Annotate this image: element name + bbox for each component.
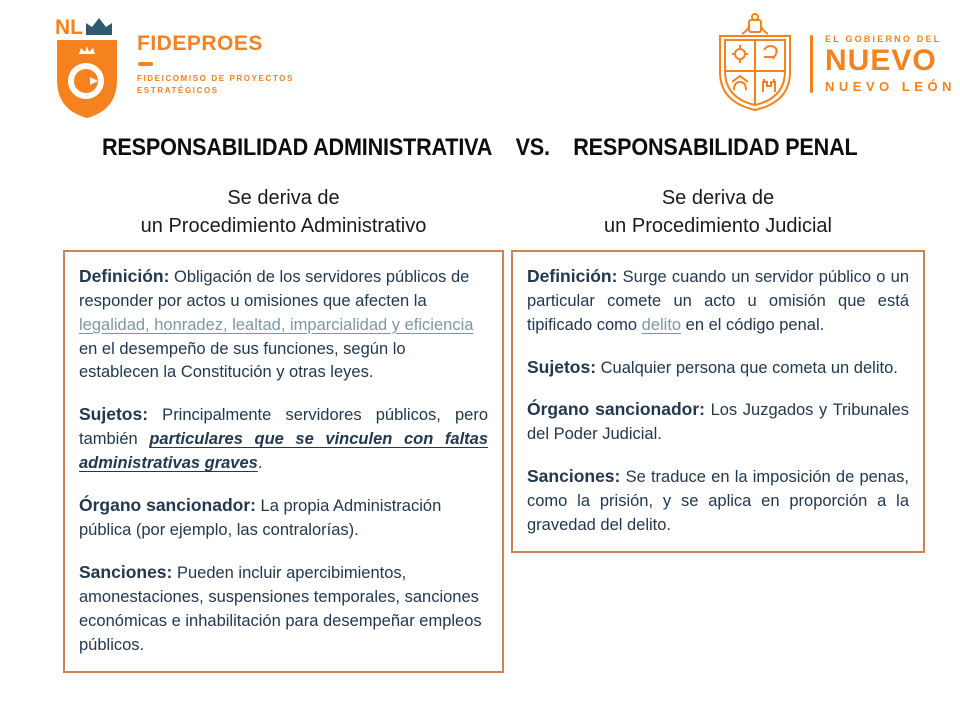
- definition-text-after: en el código penal.: [681, 315, 825, 334]
- definition-paragraph: [527, 264, 909, 338]
- crown-icon: [85, 18, 113, 35]
- right-subtitle: [511, 184, 925, 241]
- sanctions-text: Pueden incluir apercibimientos, amonestaciones, suspensiones temporales, sanciones económicas e inhabilitación para desempeñar empleos públicos.: [79, 564, 482, 654]
- sanctions-paragraph: [527, 464, 909, 538]
- definition-text-after: en el desempeño de sus funciones, según lo establecen la Constitución y otras leyes.: [79, 339, 406, 382]
- left-subtitle-line1: Se deriva de: [227, 187, 340, 209]
- fideproes-lion-shield-icon: [55, 38, 119, 120]
- subjects-paragraph: [79, 402, 488, 476]
- principles-link[interactable]: legalidad, honradez, lealtad, imparcialidad y eficiencia: [79, 315, 474, 334]
- subjects-emphasis: particulares que se vinculen con faltas administrativas graves: [79, 430, 488, 473]
- title-left: RESPONSABILIDAD ADMINISTRATIVA: [102, 134, 493, 161]
- fideproes-dash: [138, 62, 153, 66]
- left-subtitle: [63, 184, 504, 241]
- definition-paragraph: [79, 264, 488, 386]
- title-right: RESPONSABILIDAD PENAL: [573, 134, 858, 161]
- sanctions-text: Se traduce en la imposición de penas, como la prisión, y se aplica en proporción a la gravedad del delito.: [527, 468, 909, 535]
- fideproes-tagline-line1: FIDEICOMISO DE PROYECTOS: [137, 74, 294, 83]
- subjects-label: Sujetos:: [79, 404, 149, 425]
- subjects-label: Sujetos:: [527, 356, 597, 377]
- title-vs: VS.: [515, 134, 551, 161]
- right-subtitle-line2: un Procedimiento Judicial: [604, 215, 832, 238]
- penal-box: [511, 250, 925, 553]
- logo-divider: [810, 35, 813, 93]
- sanctions-label: Sanciones:: [527, 466, 621, 487]
- slide-title: [0, 134, 960, 162]
- nl-monogram: NL: [55, 16, 83, 39]
- gobierno-line1: EL GOBIERNO DEL: [825, 34, 942, 44]
- administrative-box: [63, 250, 504, 673]
- sanctioning-body-paragraph: [79, 493, 488, 543]
- fideproes-wordmark: FIDEPROES: [137, 32, 263, 55]
- fideproes-shield: [55, 16, 121, 118]
- fideproes-text: [137, 16, 294, 97]
- sanctioning-body-label: Órgano sancionador:: [527, 399, 705, 420]
- subjects-paragraph: [527, 355, 909, 381]
- definition-text: Surge cuando un servidor público o un particular comete un acto u omisión que está tipificado como: [527, 267, 909, 334]
- fideproes-logo: [55, 16, 294, 118]
- penal-column: [511, 184, 925, 553]
- left-subtitle-line2: un Procedimiento Administrativo: [140, 215, 427, 238]
- gobierno-line3: NUEVO LEÓN: [825, 79, 956, 94]
- administrative-column: [63, 184, 504, 673]
- delito-link[interactable]: delito: [641, 315, 682, 334]
- definition-text: Obligación de los servidores públicos de responder por actos u omisiones que afecten la: [79, 267, 470, 310]
- sanctioning-body-paragraph: [527, 397, 909, 447]
- sanctioning-body-text: La propia Administración pública (por ejemplo, las contralorías).: [79, 497, 442, 540]
- fideproes-tagline-line2: ESTRATÉGICOS: [137, 86, 219, 95]
- sanctions-label: Sanciones:: [79, 562, 173, 582]
- definition-label: Definición:: [527, 265, 618, 286]
- gobierno-wordmark: [825, 34, 956, 94]
- subjects-text-after: .: [257, 454, 263, 473]
- nuevo-leon-logo: [712, 12, 956, 116]
- sanctions-paragraph: [79, 560, 488, 658]
- subjects-text: Principalmente servidores públicos, pero también: [79, 406, 488, 449]
- coat-of-arms-icon: [712, 12, 798, 116]
- subjects-text: Cualquier persona que cometa un delito.: [596, 358, 898, 377]
- sanctioning-body-text: Los Juzgados y Tribunales del Poder Judicial.: [527, 401, 909, 444]
- gobierno-line2: NUEVO: [825, 44, 937, 77]
- right-subtitle-line1: Se deriva de: [661, 187, 775, 209]
- sanctioning-body-label: Órgano sancionador:: [79, 495, 256, 516]
- definition-label: Definición:: [79, 265, 170, 286]
